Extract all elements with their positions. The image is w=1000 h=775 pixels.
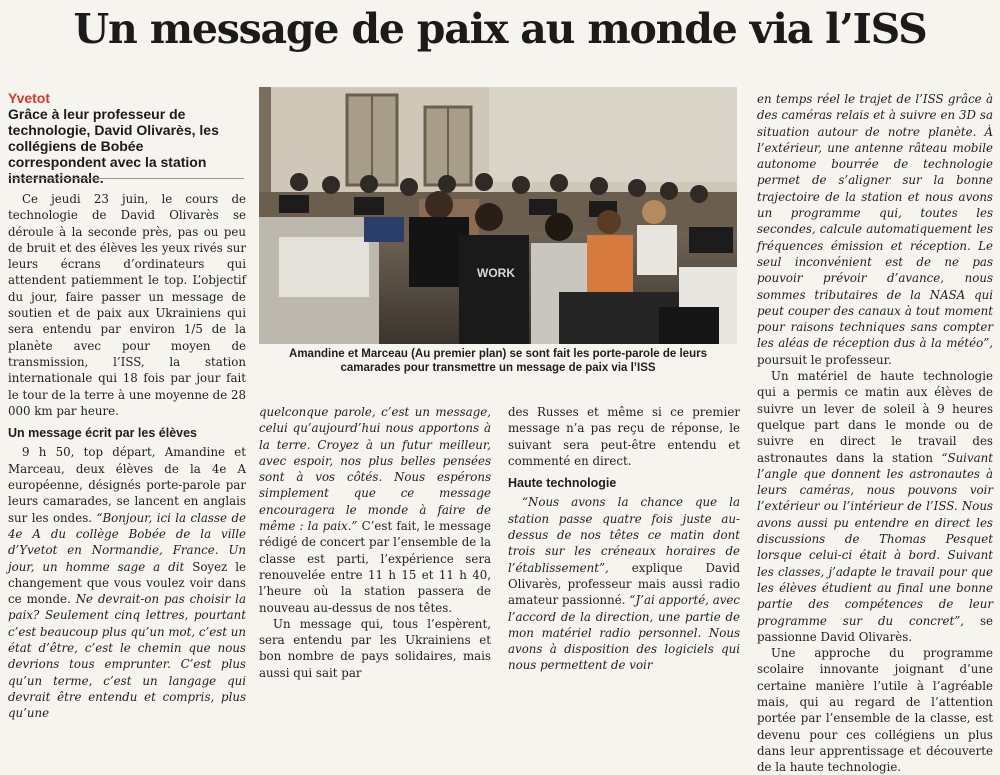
column-1 <box>8 191 246 722</box>
paragraph: Ce jeudi 23 juin, le cours de technologie de David Olivarès se déroule à la seconde près, pas ou peu de bruit et des élèves les yeux rivés sur leurs écrans d’ordinateurs qui attendent patiemment le top. L’objectif du jour, faire passer un message de soutien et de paix aux Ukrainiens qui sera entendu par environ 1/5 de la planète avec pour moyen de transmission, l’ISS, la station internationale qui 18 fois par jour fait le tour de la terre à une moyenne de 28 000 km par heure. <box>8 192 246 418</box>
paragraph: Un message qui, tous l’espèrent, sera entendu par les Ukrainiens et bon nombre de pays solidaires, mais aussi qui sait par <box>259 616 491 680</box>
paragraph: “Nous avons la chance que la station passe quatre fois juste au-dessus de nos têtes ce matin dont trois sur les créneaux horaires de l’établissement”, explique David Olivarès, professeur mais aussi radio amateur passionné. “J’ai apporté, avec l’accord de la direction, une partie de mon matériel radio personnel. Nous avons à disposition des logiciels qui nous permettent de voir <box>508 495 740 673</box>
column-2 <box>259 404 491 681</box>
paragraph: en temps réel le trajet de l’ISS grâce à des caméras relais et à suivre en 3D sa situation autour de notre planète. À l’extérieur, une antenne râteau mobile autonome bourrée de technologie permet de s’aligner sur la bonne trajectoire de la station et nous avons un programme qui, toutes les secondes, calcule automatiquement les fréquences émission et réception. Le seul inconvénient est de ne pas pouvoir prévoir d’avance, nous sommes tributaires de la NASA qui peut couper des canaux à tout moment pour raisons techniques sans compter les aléas de réception dus à la météo”, poursuit le professeur. <box>757 92 993 367</box>
photo-caption: Amandine et Marceau (Au premier plan) se sont fait les porte-parole de leurs camarades pour transmettre un message de paix via l’ISS <box>289 348 707 374</box>
divider <box>8 178 244 179</box>
paragraph: Un matériel de haute technologie qui a permis ce matin aux élèves de suivre un lever de soleil à 9 heures quelque part dans le monde ou de suivre en direct le travail des astronautes dans la station “Suivant l’angle que donnent les astronautes à leurs caméras, nous pouvons voir l’extérieur ou l’intérieur de l’ISS. Nous avons aussi pu entendre en direct les discussions de Thomas Pesquet lorsque celui-ci était à bord. Suivant les classes, j’adapte le travail pour que les élèves étudient au final une bonne partie des compétences de leur programme sur du concret”, se passionne David Olivarès. <box>757 369 993 644</box>
shirt-text: WORK <box>477 266 515 280</box>
classroom-photo <box>259 87 737 344</box>
paragraph: quelconque parole, c’est un message, celui qu’aujourd’hui nous apportons à la terre. Croyez à un futur meilleur, avec espoir, nos plus belles pensées sont à vos côtés. Nous espérons simplement que ce message encouragera le monde à faire de même : la paix.” C’est fait, le message rédigé de concert par l’ensemble de la classe est parti, l’expérience sera renouvelée entre 11 h 15 et 11 h 40, l’heure où la station passera de nouveau au-dessus de nos têtes. <box>259 405 491 615</box>
headline: Un message de paix au monde via l’ISS <box>73 5 927 53</box>
paragraph: des Russes et même si ce premier message n’a pas reçu de réponse, le suivant sera peut-être entendu et commenté en direct. <box>508 405 740 468</box>
paragraph: Une approche du programme scolaire innovante joignant d’une certaine manière l’utile à l’agréable mais, qui au regard de l’attention portée par l’ensemble de la classe, est devenu pour ces collégiens un plus dans leur apprentissage et découverte de la haute technologie. <box>757 646 993 775</box>
chapo: Grâce à leur professeur de technologie, David Olivarès, les collégiens de Bobée correspondent avec la station internationale. <box>8 106 219 186</box>
subheading: Haute technologie <box>508 476 617 491</box>
kicker-location: Yvetot <box>8 90 51 106</box>
subheading: Un message écrit par les élèves <box>8 426 198 441</box>
column-4 <box>757 91 993 775</box>
column-3 <box>508 404 740 674</box>
article-photo <box>259 87 737 344</box>
paragraph: 9 h 50, top départ, Amandine et Marceau, deux élèves de la 4e A européenne, désignés porte-parole par leurs camarades, se lancent en anglais sur les ondes. “Bonjour, ici la classe de 4e A du collège Bobée de la ville d’Yvetot en Normandie, France. Un jour, un homme sage a dit Soyez le changement que vous voulez voir dans ce monde. Ne devrait-on pas choisir la paix? Seulement cinq lettres, pourtant c’est beaucoup plus qu’un mot, c’est un état d’être, c’est le chemin que nous devrions tous emprunter. C’est plus qu’un terme, c’est un langage qui devrait être entendu et compris, plus qu’une <box>8 445 246 721</box>
